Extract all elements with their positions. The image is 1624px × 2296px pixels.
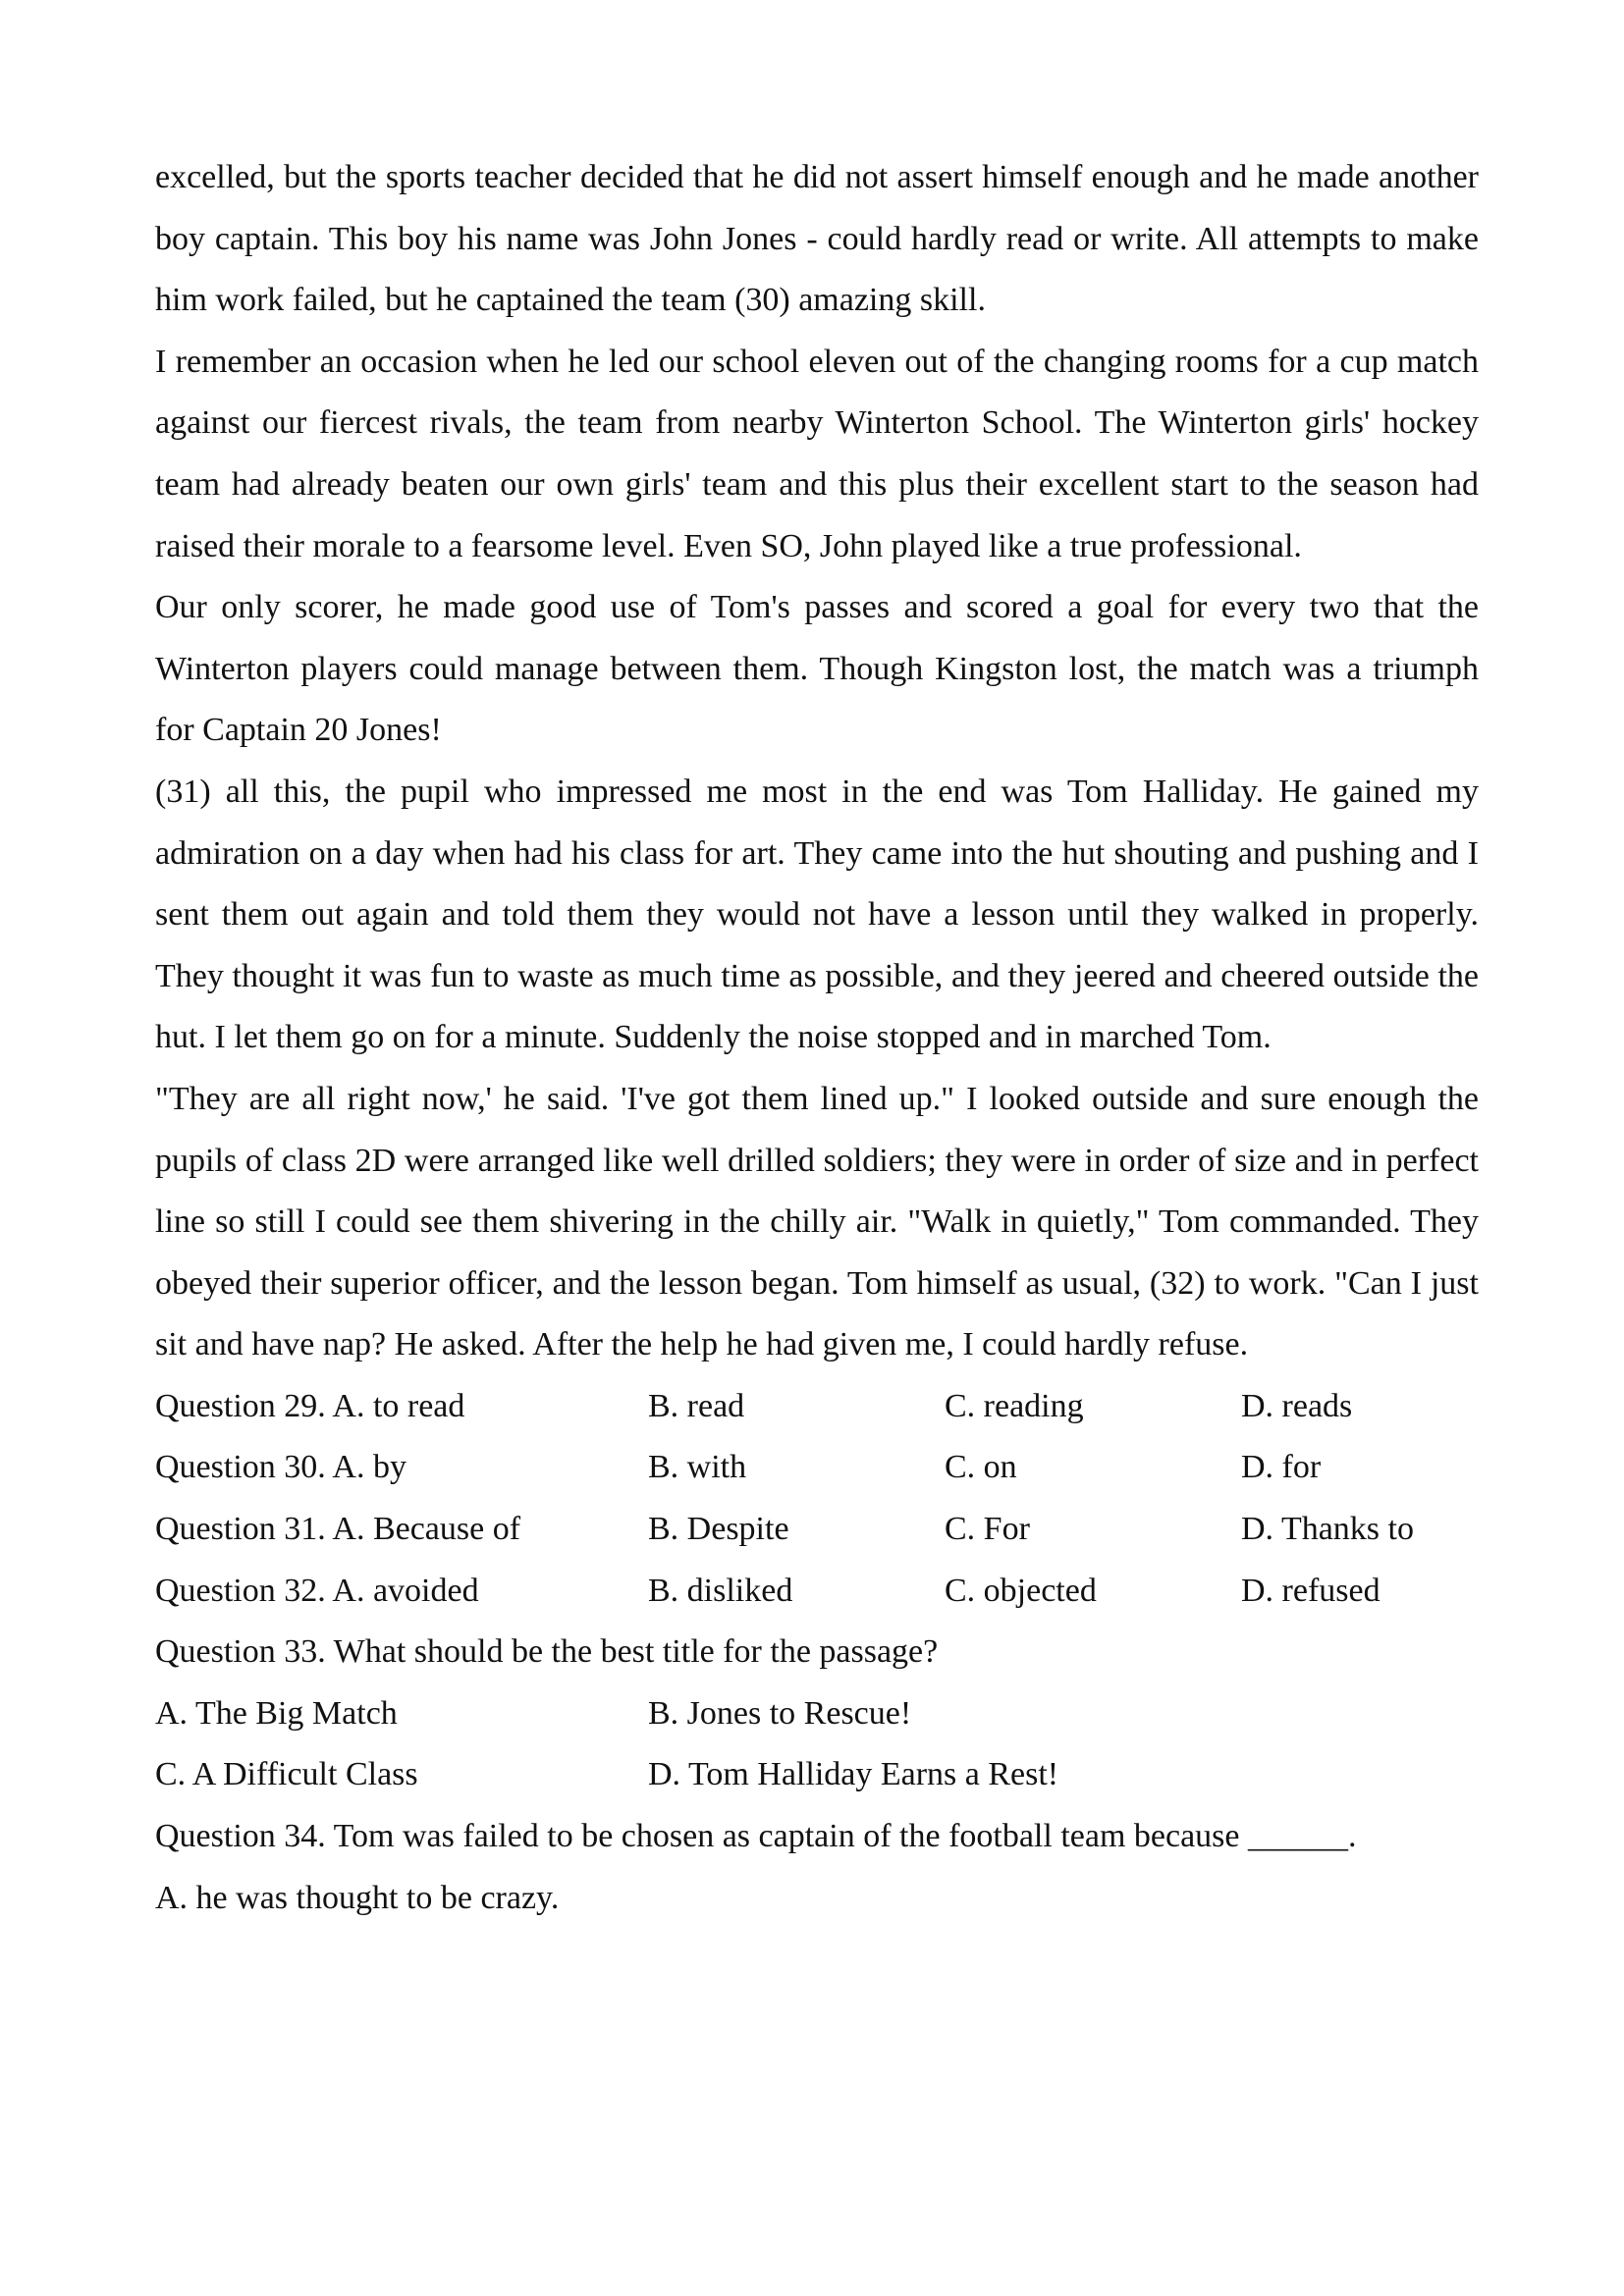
question-31-option-d: D. Thanks to <box>1241 1511 1414 1548</box>
question-33-option-c: C. A Difficult Class <box>155 1756 418 1793</box>
question-33-row-ab <box>155 1683 1479 1745</box>
question-30-option-a: Question 30. A. by <box>155 1449 406 1486</box>
question-33-row-cd <box>155 1744 1479 1806</box>
question-32-row <box>155 1561 1479 1623</box>
question-29-option-a: Question 29. A. to read <box>155 1387 465 1424</box>
question-32-option-d: D. refused <box>1241 1572 1380 1609</box>
question-31-option-a: Question 31. A. Because of <box>155 1511 521 1548</box>
question-34-stem: Question 34. Tom was failed to be chosen as captain of the football team because ______. <box>155 1818 1357 1855</box>
question-30-option-c: C. on <box>945 1449 1017 1486</box>
question-33-option-a: A. The Big Match <box>155 1694 398 1732</box>
question-33-option-d: D. Tom Halliday Earns a Rest! <box>648 1756 1059 1793</box>
passage-paragraph-2: I remember an occasion when he led our school eleven out of the changing rooms for a cup match against our fiercest rivals, the team from nearby Winterton School. The Winterton girls' hockey team had already beaten our own girls' team and this plus their excellent start to the season had raised their morale to a fearsome level. Even SO, John played like a true professional. <box>155 343 1479 564</box>
question-29-option-c: C. reading <box>945 1387 1084 1424</box>
passage-paragraph-4: (31) all this, the pupil who impressed me most in the end was Tom Halliday. He gained my admiration on a day when had his class for art. They came into the hut shouting and pushing and I sent them out again and told them they would not have a lesson until they walked in properly. They thought it was fun to waste as much time as possible, and they jeered and cheered outside the hut. I let them go on for a minute. Suddenly the noise stopped and in marched Tom. <box>155 773 1479 1056</box>
question-30-option-d: D. for <box>1241 1449 1322 1486</box>
question-29-row <box>155 1376 1479 1438</box>
question-32-option-b: B. disliked <box>648 1572 793 1609</box>
document-page <box>155 147 1479 1929</box>
passage-paragraph-3: Our only scorer, he made good use of Tom's passes and scored a goal for every two that the Winterton players could manage between them. Though Kingston lost, the match was a triumph for Captain 20 Jones! <box>155 589 1479 749</box>
question-29-option-d: D. reads <box>1241 1387 1353 1424</box>
question-33-option-b: B. Jones to Rescue! <box>648 1694 912 1732</box>
question-30-row <box>155 1437 1479 1499</box>
question-34-option-a: A. he was thought to be crazy. <box>155 1879 560 1916</box>
question-30-option-b: B. with <box>648 1449 747 1486</box>
passage-paragraph-1: excelled, but the sports teacher decided that he did not assert himself enough and he made another boy captain. This boy his name was John Jones - could hardly read or write. All attempts to make him work failed, but he captained the team (30) amazing skill. <box>155 159 1479 319</box>
question-31-option-c: C. For <box>945 1511 1030 1548</box>
question-29-option-b: B. read <box>648 1387 745 1424</box>
question-32-option-a: Question 32. A. avoided <box>155 1572 479 1609</box>
question-33-stem: Question 33. What should be the best title for the passage? <box>155 1633 939 1671</box>
question-32-option-c: C. objected <box>945 1572 1097 1609</box>
question-31-option-b: B. Despite <box>648 1511 789 1548</box>
passage-paragraph-5: "They are all right now,' he said. 'I've got them lined up." I looked outside and sure enough the pupils of class 2D were arranged like well drilled soldiers; they were in order of size and in perfect line so still I could see them shivering in the chilly air. "Walk in quietly," Tom commanded. They obeyed their superior officer, and the lesson began. Tom himself as usual, (32) to work. "Can I just sit and have nap? He asked. After the help he had given me, I could hardly refuse. <box>155 1080 1479 1363</box>
question-31-row <box>155 1499 1479 1561</box>
